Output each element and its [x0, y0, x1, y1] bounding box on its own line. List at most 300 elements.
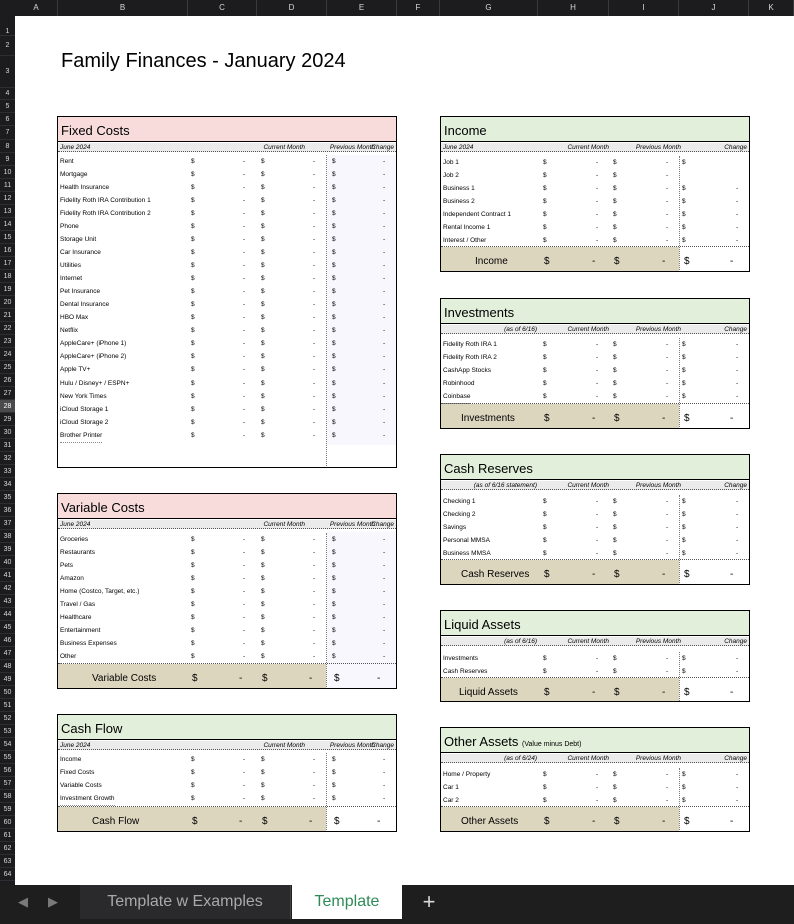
cash-reserves-cell: $	[682, 550, 686, 557]
variable-costs-cell: $	[261, 601, 265, 608]
income-cell: $	[682, 159, 686, 166]
fixed-costs-cell: -	[383, 340, 386, 348]
income-row[interactable]	[441, 208, 749, 221]
fixed-costs-cell: -	[313, 418, 316, 426]
income-cell: -	[596, 172, 599, 179]
cash-reserves-table	[440, 454, 750, 585]
row-header-8[interactable]: 8	[0, 140, 15, 153]
variable-costs-row-label: Home (Costco, Target, etc.)	[60, 588, 140, 595]
variable-costs-row[interactable]	[58, 572, 396, 585]
cash-reserves-row[interactable]	[441, 495, 749, 508]
cash-flow-cell: -	[243, 769, 246, 776]
row-header-26[interactable]: 26	[0, 374, 15, 387]
variable-costs-total-cell: $	[262, 673, 268, 684]
variable-costs-cell: $	[261, 588, 265, 595]
fixed-costs-row[interactable]	[58, 416, 396, 429]
variable-costs-cell: -	[243, 640, 246, 647]
cash-reserves-total-cell: -	[592, 569, 596, 580]
other-assets-row[interactable]	[441, 781, 749, 794]
variable-costs-row[interactable]	[58, 533, 396, 546]
column-header-c[interactable]: C	[188, 0, 257, 16]
row-header-5[interactable]: 5	[0, 100, 15, 113]
cash-flow-title[interactable]: Cash Flow	[61, 721, 123, 736]
income-cell: $	[613, 198, 617, 205]
fixed-costs-cell: $	[332, 405, 336, 413]
other-assets-change-separator	[679, 768, 680, 832]
investments-cell: -	[736, 380, 739, 387]
other-assets-cell: $	[613, 771, 617, 778]
variable-costs-cell: $	[191, 588, 195, 595]
income-total-cell: -	[662, 256, 666, 267]
row-header-7[interactable]: 7	[0, 126, 15, 140]
variable-costs-cell: -	[383, 627, 386, 634]
column-header-d[interactable]: D	[257, 0, 327, 16]
column-header-i[interactable]: I	[609, 0, 679, 16]
income-cell: -	[596, 185, 599, 192]
fixed-costs-cell: $	[261, 392, 265, 400]
fixed-costs-row[interactable]	[58, 285, 396, 298]
fixed-costs-cell: -	[313, 327, 316, 335]
investments-cell: -	[596, 367, 599, 374]
row-header-25[interactable]: 25	[0, 361, 15, 374]
variable-costs-cell: -	[243, 627, 246, 634]
fixed-costs-row-label: Apple TV+	[60, 366, 91, 374]
cash-flow-row[interactable]	[58, 766, 396, 779]
liquid-assets-row-label: Investments	[443, 655, 479, 662]
cash-flow-total-row	[58, 806, 396, 832]
cash-flow-current-month-header: Current Month	[263, 742, 305, 749]
row-header-52[interactable]: 52	[0, 712, 15, 725]
row-header-28[interactable]: 28	[0, 400, 15, 413]
column-header-e[interactable]: E	[327, 0, 397, 16]
row-header-14[interactable]: 14	[0, 218, 15, 231]
cash-reserves-change-header: Change	[724, 482, 747, 489]
income-row-label: Business 2	[443, 198, 475, 205]
row-header-38[interactable]: 38	[0, 530, 15, 543]
row-header-43[interactable]: 43	[0, 595, 15, 608]
fixed-costs-cell: -	[383, 392, 386, 400]
fixed-costs-cell: $	[261, 327, 265, 335]
fixed-costs-cell: $	[191, 418, 195, 426]
fixed-costs-cell: $	[261, 249, 265, 257]
investments-cell: $	[543, 393, 547, 400]
fixed-costs-row[interactable]	[58, 350, 396, 363]
fixed-costs-row-label: Utilities	[60, 262, 81, 270]
fixed-costs-row[interactable]	[58, 272, 396, 285]
fixed-costs-title[interactable]: Fixed Costs	[61, 123, 130, 138]
variable-costs-row[interactable]	[58, 585, 396, 598]
other-assets-total-cell: $	[684, 816, 690, 827]
row-header-39[interactable]: 39	[0, 543, 15, 556]
row-header-48[interactable]: 48	[0, 660, 15, 673]
fixed-costs-cell: $	[332, 275, 336, 283]
fixed-costs-cell: $	[191, 197, 195, 205]
fixed-costs-cell: -	[243, 275, 246, 283]
income-cell: -	[736, 211, 739, 218]
row-header-45[interactable]: 45	[0, 621, 15, 634]
other-assets-cell: -	[736, 797, 739, 804]
row-header-30[interactable]: 30	[0, 426, 15, 439]
fixed-costs-row[interactable]	[58, 390, 396, 403]
other-assets-cell: -	[666, 784, 669, 791]
row-header-56[interactable]: 56	[0, 764, 15, 777]
other-assets-as-of-note: (as of 6/24)	[504, 755, 537, 762]
cash-reserves-cell: -	[596, 511, 599, 518]
sheet-title[interactable]: Family Finances - January 2024	[61, 50, 346, 72]
cash-flow-total-cell: -	[239, 816, 243, 827]
variable-costs-row[interactable]	[58, 611, 396, 624]
fixed-costs-change-header: Change	[371, 144, 394, 151]
fixed-costs-row[interactable]	[58, 363, 396, 376]
other-assets-total-cell: -	[662, 816, 666, 827]
fixed-costs-cell: -	[383, 288, 386, 296]
investments-title[interactable]: Investments	[444, 305, 515, 320]
other-assets-previous-month-header: Previous Month	[635, 755, 681, 762]
income-cell: -	[596, 211, 599, 218]
investments-row[interactable]	[441, 390, 749, 403]
cash-reserves-row[interactable]	[441, 508, 749, 521]
row-header-49[interactable]: 49	[0, 673, 15, 686]
row-header-59[interactable]: 59	[0, 803, 15, 816]
fixed-costs-change-separator	[326, 155, 327, 468]
other-assets-cell: $	[682, 797, 686, 804]
other-assets-title[interactable]: Other Assets	[444, 734, 519, 749]
column-header-b[interactable]: B	[58, 0, 188, 16]
row-header-27[interactable]: 27	[0, 387, 15, 400]
income-cell: -	[666, 198, 669, 205]
variable-costs-cell: -	[313, 640, 316, 647]
prev-sheet-icon[interactable]: ◀	[18, 894, 28, 909]
row-header-54[interactable]: 54	[0, 738, 15, 751]
fixed-costs-row[interactable]	[58, 377, 396, 390]
row-header-18[interactable]: 18	[0, 270, 15, 283]
variable-costs-cell: -	[383, 575, 386, 582]
cash-reserves-cell: -	[736, 498, 739, 505]
variable-costs-row[interactable]	[58, 559, 396, 572]
fixed-costs-cell: -	[243, 301, 246, 309]
column-header-g[interactable]: G	[440, 0, 538, 16]
cash-flow-header	[58, 715, 396, 740]
row-header-11[interactable]: 11	[0, 179, 15, 192]
cash-reserves-cell: $	[682, 511, 686, 518]
fixed-costs-row-label: Internet	[60, 275, 83, 283]
fixed-costs-cell: -	[383, 171, 386, 179]
row-header-58[interactable]: 58	[0, 790, 15, 803]
investments-cell: -	[596, 380, 599, 387]
variable-costs-total-row	[58, 663, 396, 689]
cash-reserves-row[interactable]	[441, 521, 749, 534]
fixed-costs-row[interactable]	[58, 194, 396, 207]
fixed-costs-row[interactable]	[58, 259, 396, 272]
fixed-costs-row[interactable]	[58, 168, 396, 181]
variable-costs-row[interactable]	[58, 546, 396, 559]
row-header-62[interactable]: 62	[0, 842, 15, 855]
row-header-4[interactable]: 4	[0, 88, 15, 100]
fixed-costs-cell: $	[332, 249, 336, 257]
other-assets-cell: -	[736, 771, 739, 778]
row-header-31[interactable]: 31	[0, 439, 15, 452]
fixed-costs-cell: $	[332, 288, 336, 296]
tab-template[interactable]: Template	[292, 885, 402, 919]
fixed-costs-row[interactable]	[58, 155, 396, 168]
fixed-costs-cell: -	[383, 301, 386, 309]
variable-costs-row[interactable]	[58, 637, 396, 650]
row-header-32[interactable]: 32	[0, 452, 15, 465]
variable-costs-row[interactable]	[58, 650, 396, 663]
variable-costs-cell: $	[261, 640, 265, 647]
row-header-47[interactable]: 47	[0, 647, 15, 660]
income-cell: $	[682, 211, 686, 218]
investments-total-row	[441, 403, 749, 429]
variable-costs-row[interactable]	[58, 624, 396, 637]
row-header-12[interactable]: 12	[0, 192, 15, 205]
fixed-costs-cell: -	[383, 405, 386, 413]
other-assets-cell: $	[543, 784, 547, 791]
fixed-costs-cell: $	[261, 431, 265, 439]
income-title[interactable]: Income	[444, 123, 487, 138]
other-assets-cell: -	[736, 784, 739, 791]
other-assets-total-cell: -	[730, 816, 734, 827]
fixed-costs-row-label: iCloud Storage 2	[60, 418, 109, 426]
row-header-17[interactable]: 17	[0, 257, 15, 270]
fixed-costs-row[interactable]	[58, 233, 396, 246]
variable-costs-row-label: Other	[60, 650, 76, 664]
row-header-37[interactable]: 37	[0, 517, 15, 530]
row-header-2[interactable]: 2	[0, 36, 15, 56]
fixed-costs-row-label: Rent	[60, 158, 74, 165]
row-header-63[interactable]: 63	[0, 855, 15, 868]
row-header-9[interactable]: 9	[0, 153, 15, 166]
row-header-64[interactable]: 64	[0, 868, 15, 881]
variable-costs-title[interactable]: Variable Costs	[61, 500, 145, 515]
income-column-headers	[441, 143, 749, 152]
variable-costs-cell: $	[261, 575, 265, 582]
fixed-costs-row[interactable]	[58, 207, 396, 220]
variable-costs-cell: $	[261, 653, 265, 660]
fixed-costs-row[interactable]	[58, 337, 396, 350]
fixed-costs-cell: -	[313, 236, 316, 244]
income-cell: -	[666, 237, 669, 244]
row-header-55[interactable]: 55	[0, 751, 15, 764]
liquid-assets-total-cell: $	[614, 687, 620, 698]
row-header-41[interactable]: 41	[0, 569, 15, 582]
row-header-35[interactable]: 35	[0, 491, 15, 504]
income-row[interactable]	[441, 169, 749, 182]
cash-flow-cell: $	[332, 782, 336, 789]
income-row[interactable]	[441, 221, 749, 234]
row-header-22[interactable]: 22	[0, 322, 15, 335]
fixed-costs-cell: $	[332, 301, 336, 309]
column-header-h[interactable]: H	[538, 0, 609, 16]
investments-row[interactable]	[441, 338, 749, 351]
income-cell: -	[666, 159, 669, 166]
row-header-57[interactable]: 57	[0, 777, 15, 790]
row-header-46[interactable]: 46	[0, 634, 15, 647]
row-header-23[interactable]: 23	[0, 335, 15, 348]
row-header-44[interactable]: 44	[0, 608, 15, 621]
cash-reserves-cell: $	[543, 550, 547, 557]
investments-cell: -	[596, 393, 599, 400]
liquid-assets-total-cell: $	[684, 687, 690, 698]
fixed-costs-cell: -	[243, 158, 246, 165]
row-header-13[interactable]: 13	[0, 205, 15, 218]
row-header-34[interactable]: 34	[0, 478, 15, 491]
column-header-f[interactable]: F	[397, 0, 440, 16]
investments-cell: $	[682, 367, 686, 374]
other-assets-table	[440, 727, 750, 832]
income-row[interactable]	[441, 195, 749, 208]
cash-reserves-cell: -	[666, 511, 669, 518]
cash-flow-cell: -	[243, 782, 246, 789]
row-header-50[interactable]: 50	[0, 686, 15, 699]
variable-costs-row-label: Restaurants	[60, 549, 96, 556]
row-header-20[interactable]: 20	[0, 296, 15, 309]
row-header-40[interactable]: 40	[0, 556, 15, 569]
income-total-cell: $	[544, 256, 550, 267]
fixed-costs-cell: $	[332, 353, 336, 361]
cash-reserves-total-row	[441, 559, 749, 585]
investments-total-cell: $	[614, 413, 620, 424]
fixed-costs-cell: -	[313, 379, 316, 387]
liquid-assets-cell: -	[666, 655, 669, 662]
fixed-costs-cell: -	[243, 366, 246, 374]
row-header-15[interactable]: 15	[0, 231, 15, 244]
other-assets-row-label: Car 2	[443, 794, 459, 808]
row-header-24[interactable]: 24	[0, 348, 15, 361]
income-cell: $	[543, 237, 547, 244]
cash-flow-total-label: Cash Flow	[92, 816, 140, 827]
income-cell: -	[596, 159, 599, 166]
add-sheet-button[interactable]: +	[422, 889, 436, 914]
cash-flow-row[interactable]	[58, 753, 396, 766]
other-assets-row[interactable]	[441, 768, 749, 781]
fixed-costs-cell: -	[243, 405, 246, 413]
other-assets-cell: -	[596, 797, 599, 804]
row-header-19[interactable]: 19	[0, 283, 15, 296]
liquid-assets-title[interactable]: Liquid Assets	[444, 617, 521, 632]
row-header-6[interactable]: 6	[0, 113, 15, 126]
row-header-10[interactable]: 10	[0, 166, 15, 179]
cash-reserves-row[interactable]	[441, 534, 749, 547]
income-row[interactable]	[441, 156, 749, 169]
income-current-month-header: Current Month	[567, 144, 609, 151]
cash-flow-cell: -	[383, 795, 386, 802]
row-header-60[interactable]: 60	[0, 816, 15, 829]
cash-flow-row[interactable]	[58, 792, 396, 805]
column-header-k[interactable]: K	[749, 0, 794, 16]
column-header-j[interactable]: J	[679, 0, 749, 16]
fixed-costs-cell: $	[191, 288, 195, 296]
variable-costs-total-cell: -	[309, 673, 313, 684]
fixed-costs-row-label: Hulu / Disney+ / ESPN+	[60, 379, 130, 387]
column-header-a[interactable]: A	[15, 0, 58, 16]
investments-row[interactable]	[441, 377, 749, 390]
investments-table	[440, 298, 750, 429]
fixed-costs-cell: $	[261, 301, 265, 309]
other-assets-cell: $	[543, 771, 547, 778]
investments-row[interactable]	[441, 364, 749, 377]
liquid-assets-cell: $	[613, 668, 617, 675]
investments-header	[441, 299, 749, 324]
row-header-42[interactable]: 42	[0, 582, 15, 595]
row-header-1[interactable]: 1	[0, 28, 15, 36]
fixed-costs-cell: -	[243, 210, 246, 218]
variable-costs-cell: $	[191, 601, 195, 608]
variable-costs-previous-month-header: Previous Month	[329, 521, 375, 528]
income-cell: $	[682, 198, 686, 205]
liquid-assets-as-of-note: (as of 6/16)	[504, 638, 537, 645]
variable-costs-cell: -	[243, 536, 246, 543]
liquid-assets-cell: $	[613, 655, 617, 662]
cash-reserves-cell: -	[736, 537, 739, 544]
other-assets-title-note: (Value minus Debt)	[522, 741, 582, 748]
fixed-costs-row[interactable]	[58, 324, 396, 337]
liquid-assets-cell: $	[682, 668, 686, 675]
fixed-costs-cell: $	[261, 171, 265, 179]
cash-reserves-cell: $	[543, 537, 547, 544]
row-header-51[interactable]: 51	[0, 699, 15, 712]
cash-reserves-cell: -	[736, 550, 739, 557]
cash-reserves-cell: $	[543, 498, 547, 505]
cash-reserves-cell: $	[613, 498, 617, 505]
liquid-assets-row[interactable]	[441, 652, 749, 665]
row-header-3[interactable]: 3	[0, 56, 15, 88]
next-sheet-icon[interactable]: ▶	[48, 894, 58, 909]
fixed-costs-header	[58, 117, 396, 142]
variable-costs-cell: -	[383, 640, 386, 647]
row-header-29[interactable]: 29	[0, 413, 15, 426]
row-header-21[interactable]: 21	[0, 309, 15, 322]
income-row[interactable]	[441, 182, 749, 195]
fixed-costs-row-label: AppleCare+ (iPhone 2)	[60, 353, 127, 361]
cash-reserves-cell: $	[682, 498, 686, 505]
variable-costs-row[interactable]	[58, 598, 396, 611]
fixed-costs-row[interactable]	[58, 246, 396, 259]
fixed-costs-row[interactable]	[58, 429, 396, 442]
row-header-53[interactable]: 53	[0, 725, 15, 738]
cash-reserves-title[interactable]: Cash Reserves	[444, 461, 533, 476]
fixed-costs-cell: $	[191, 431, 195, 439]
variable-costs-cell: $	[191, 640, 195, 647]
row-header-36[interactable]: 36	[0, 504, 15, 517]
fixed-costs-row[interactable]	[58, 220, 396, 233]
other-assets-cell: $	[543, 797, 547, 804]
fixed-costs-row[interactable]	[58, 403, 396, 416]
investments-row[interactable]	[441, 351, 749, 364]
cash-flow-row[interactable]	[58, 779, 396, 792]
fixed-costs-row[interactable]	[58, 181, 396, 194]
fixed-costs-row[interactable]	[58, 311, 396, 324]
tab-template-w-examples[interactable]: Template w Examples	[80, 885, 291, 919]
cash-reserves-total-cell: -	[730, 569, 734, 580]
cash-flow-column-headers	[58, 741, 396, 750]
liquid-assets-total-cell: -	[662, 687, 666, 698]
investments-cell: -	[736, 341, 739, 348]
cash-reserves-cell: $	[682, 524, 686, 531]
fixed-costs-row[interactable]	[58, 298, 396, 311]
fixed-costs-cell: $	[332, 171, 336, 179]
investments-cell: $	[613, 367, 617, 374]
fixed-costs-row-label: iCloud Storage 1	[60, 405, 109, 413]
variable-costs-cell: $	[191, 549, 195, 556]
other-assets-column-headers	[441, 754, 749, 763]
other-assets-header	[441, 728, 749, 753]
row-header-33[interactable]: 33	[0, 465, 15, 478]
investments-total-cell: -	[730, 413, 734, 424]
fixed-costs-cell: -	[383, 379, 386, 387]
row-header-16[interactable]: 16	[0, 244, 15, 257]
row-header-61[interactable]: 61	[0, 829, 15, 842]
